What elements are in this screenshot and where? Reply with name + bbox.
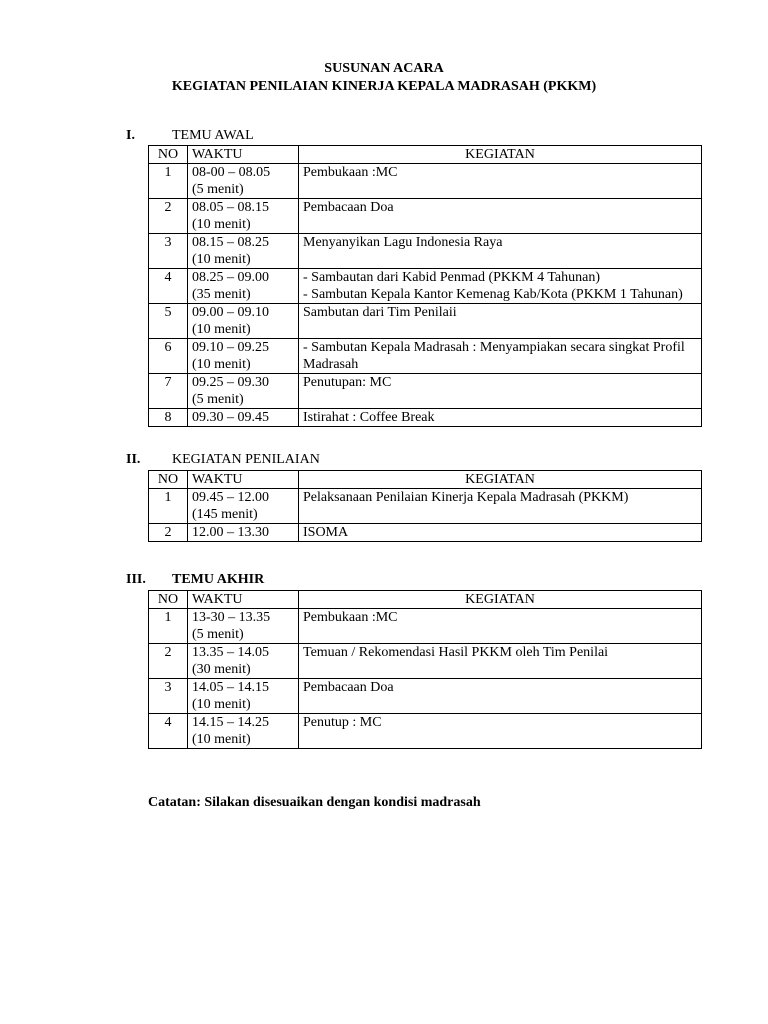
time-range: 09.45 – 12.00 [192,490,269,505]
activity-line: Pembukaan :MC [303,165,398,180]
header-no: NO [149,591,188,609]
cell-waktu [188,609,299,644]
cell-kegiatan [299,164,702,199]
cell-no: 4 [149,714,188,749]
table-row [149,374,702,409]
activity-line: - Sambautan dari Kabid Penmad (PKKM 4 Tahunan) [303,270,600,285]
duration: (10 menit) [192,357,251,372]
time-range: 08.25 – 09.00 [192,270,269,285]
duration: (35 menit) [192,287,251,302]
footnote: Catatan: Silakan disesuaikan dengan kondisi madrasah [148,795,481,810]
table-row [149,489,702,524]
cell-no: 1 [149,164,188,199]
duration: (30 menit) [192,662,251,677]
cell-no: 3 [149,234,188,269]
time-range: 14.15 – 14.25 [192,715,269,730]
time-range: 08.05 – 08.15 [192,200,269,215]
time-range: 12.00 – 13.30 [192,525,269,540]
cell-waktu [188,269,299,304]
cell-kegiatan [299,714,702,749]
cell-kegiatan [299,269,702,304]
duration: (5 menit) [192,182,244,197]
section-heading-1 [126,128,254,144]
cell-no: 1 [149,609,188,644]
duration: (5 menit) [192,627,244,642]
activity-line: Pembacaan Doa [303,680,394,695]
cell-waktu [188,304,299,339]
table-row [149,164,702,199]
table-row [149,609,702,644]
activity-line: Temuan / Rekomendasi Hasil PKKM oleh Tim Penilai [303,645,609,660]
time-range: 09.30 – 09.45 [192,410,269,425]
cell-no: 2 [149,524,188,542]
activity-line: Pelaksanaan Penilaian Kinerja Kepala Madrasah (PKKM) [303,490,629,505]
time-range: 14.05 – 14.15 [192,680,269,695]
activity-line: Istirahat : Coffee Break [303,410,435,425]
activity-line: - Sambutan Kepala Kantor Kemenag Kab/Kota (PKKM 1 Tahunan) [303,287,683,302]
schedule-table-2 [148,470,702,542]
cell-kegiatan [299,339,702,374]
duration: (10 menit) [192,732,251,747]
cell-no: 5 [149,304,188,339]
table-row [149,714,702,749]
schedule-table-3 [148,590,702,749]
table-row [149,199,702,234]
section-numeral: II. [126,452,141,467]
section-title: KEGIATAN PENILAIAN [172,452,320,467]
time-range: 09.25 – 09.30 [192,375,269,390]
table-header-row [149,591,702,609]
duration: (145 menit) [192,507,258,522]
cell-waktu [188,714,299,749]
header-kegiatan: KEGIATAN [299,471,702,489]
cell-waktu [188,339,299,374]
cell-waktu [188,644,299,679]
table-row [149,269,702,304]
cell-kegiatan [299,199,702,234]
activity-line: Sambutan dari Tim Penilaii [303,305,457,320]
cell-waktu [188,374,299,409]
header-no: NO [149,146,188,164]
time-range: 09.00 – 09.10 [192,305,269,320]
header-no: NO [149,471,188,489]
document-title: SUSUNAN ACARA [324,61,444,76]
cell-waktu [188,489,299,524]
activity-line: Menyanyikan Lagu Indonesia Raya [303,235,503,250]
cell-kegiatan [299,679,702,714]
time-range: 13-30 – 13.35 [192,610,271,625]
time-range: 09.10 – 09.25 [192,340,269,355]
cell-kegiatan [299,644,702,679]
section-heading-3 [126,572,264,588]
cell-kegiatan [299,489,702,524]
cell-kegiatan [299,409,702,427]
schedule-table-1 [148,145,702,427]
table-row [149,679,702,714]
cell-waktu [188,199,299,234]
section-numeral: III. [126,572,146,587]
header-kegiatan: KEGIATAN [299,591,702,609]
cell-waktu [188,164,299,199]
activity-line: Penutup : MC [303,715,382,730]
table-row [149,524,702,542]
duration: (10 menit) [192,217,251,232]
cell-no: 2 [149,644,188,679]
cell-no: 6 [149,339,188,374]
cell-kegiatan [299,524,702,542]
table-row [149,339,702,374]
header-waktu: WAKTU [188,591,299,609]
activity-line: Pembacaan Doa [303,200,394,215]
table-row [149,234,702,269]
section-title: TEMU AKHIR [172,572,265,587]
section-heading-2 [126,452,320,468]
table-row [149,644,702,679]
duration: (5 menit) [192,392,244,407]
document-subtitle: KEGIATAN PENILAIAN KINERJA KEPALA MADRASAH (PKKM) [171,79,597,94]
header-waktu: WAKTU [188,471,299,489]
cell-waktu [188,234,299,269]
activity-line: - Sambutan Kepala Madrasah : Menyampiakan secara singkat Profil Madrasah [303,340,685,372]
table-header-row [149,471,702,489]
cell-kegiatan [299,374,702,409]
cell-no: 1 [149,489,188,524]
table-header-row [149,146,702,164]
cell-no: 8 [149,409,188,427]
cell-kegiatan [299,304,702,339]
cell-kegiatan [299,234,702,269]
time-range: 13.35 – 14.05 [192,645,269,660]
time-range: 08.15 – 08.25 [192,235,269,250]
duration: (10 menit) [192,697,251,712]
table-row [149,304,702,339]
section-numeral: I. [126,128,135,143]
cell-kegiatan [299,609,702,644]
header-waktu: WAKTU [188,146,299,164]
activity-line: Penutupan: MC [303,375,392,390]
cell-waktu [188,409,299,427]
cell-waktu [188,679,299,714]
cell-no: 7 [149,374,188,409]
cell-no: 4 [149,269,188,304]
activity-line: ISOMA [303,525,349,540]
header-kegiatan: KEGIATAN [299,146,702,164]
duration: (10 menit) [192,252,251,267]
duration: (10 menit) [192,322,251,337]
cell-waktu [188,524,299,542]
cell-no: 2 [149,199,188,234]
cell-no: 3 [149,679,188,714]
section-title: TEMU AWAL [172,128,254,143]
activity-line: Pembukaan :MC [303,610,398,625]
table-row [149,409,702,427]
time-range: 08-00 – 08.05 [192,165,271,180]
